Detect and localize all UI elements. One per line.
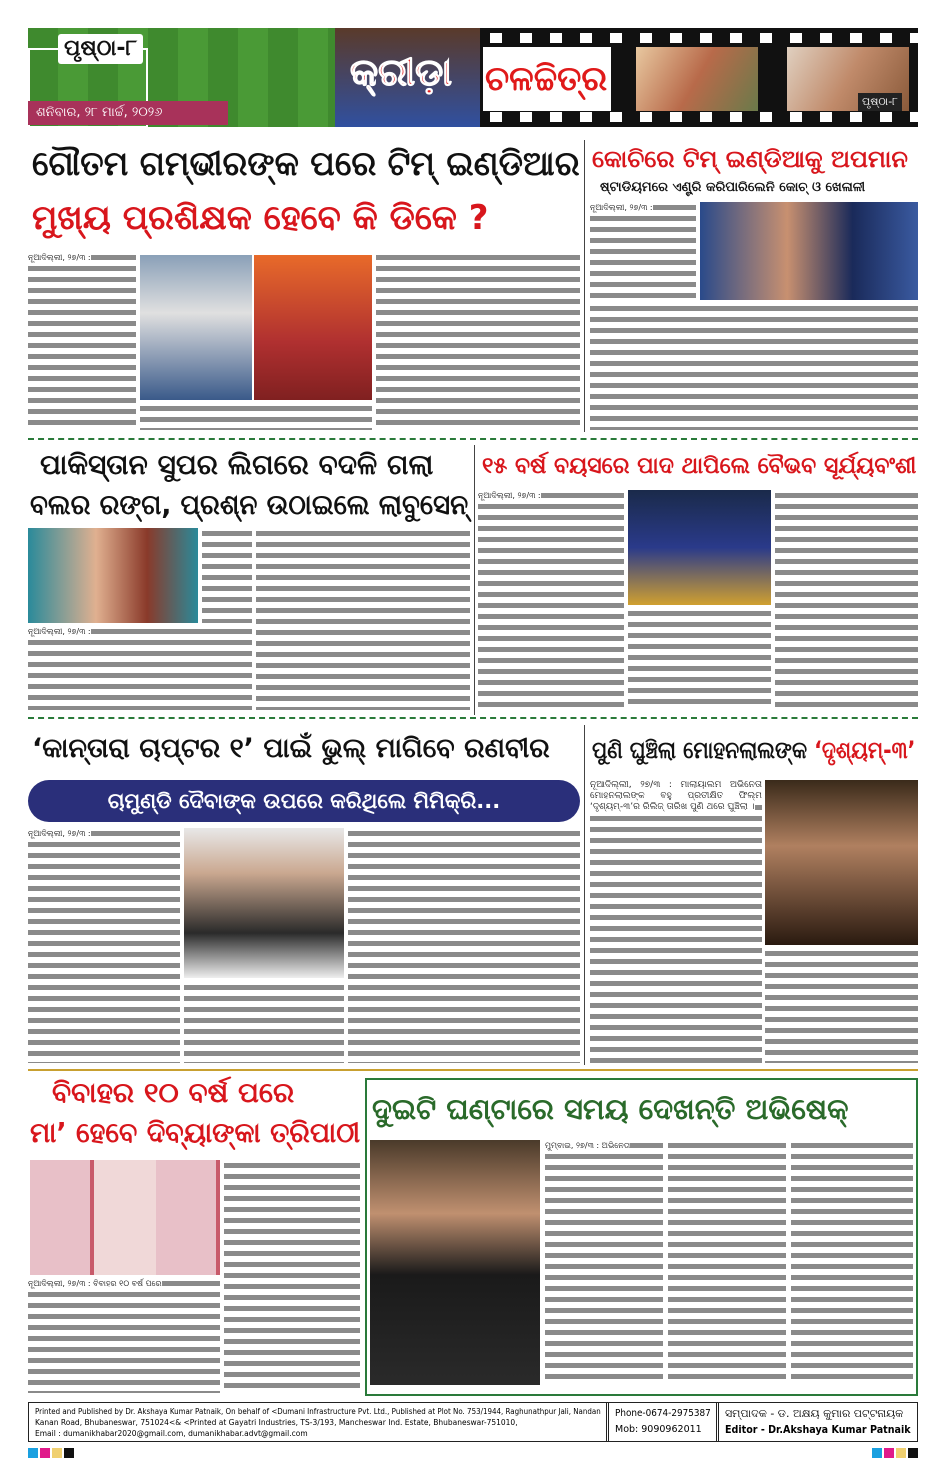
article-2-headline: କୋଚିରେ ଟିମ୍ ଇଣ୍ଡିଆକୁ ଅପମାନ xyxy=(592,145,908,173)
article-3-body xyxy=(256,528,470,710)
color-swatch xyxy=(28,1448,38,1458)
article-6-body: ନୂଆଦିଲ୍ଲୀ, ୨୭/୩ : ମାଲାୟାଲମ ଅଭିନେତା ମୋହନଲାଲଙ୍କ ବହୁ ପ୍ରତୀକ୍ଷିତ ଫିଲ୍ମ ‘ଦୃଶ୍ୟମ୍-୩’ର ରିଲିଜ୍ ତାରିଖ ପୁଣି ଥରେ ଘୁଞ୍ଚିଲା । xyxy=(590,780,762,1063)
article-8-body xyxy=(791,1140,913,1385)
article-8-headline: ଦୁଇଟି ଘଣ୍ଟାରେ ସମୟ ଦେଖନ୍ତି ଅଭିଷେକ୍ xyxy=(372,1092,849,1126)
article-5-headline: ‘କାନ୍ତାରା ଚାପ୍ଟର ୧’ ପାଇଁ ଭୁଲ୍ ମାଗିବେ ରଣବୀର xyxy=(32,733,550,764)
article-5-body: ନୂଆଦିଲ୍ଲୀ, ୨୭/୩ : xyxy=(28,828,180,1063)
article-2-subhead: ଷ୍ଟାଡିୟମରେ ଏଣ୍ଟ୍ରି କରିପାରିଲେନି କୋଚ୍ ଓ ଖେଳାଳୀ xyxy=(600,180,866,195)
article-7-body: ନୂଆଦିଲ୍ଲୀ, ୨୭/୩ : ବିବାହର ୧୦ ବର୍ଷ ପରେ xyxy=(28,1278,220,1393)
page-number-right: ପୃଷ୍ଠା-୮ xyxy=(858,93,902,111)
section-divider xyxy=(28,438,918,440)
article-6-headline-text: ପୁଣି ଘୁଞ୍ଚିଲା ମୋହନଲାଲଙ୍କ xyxy=(592,736,815,764)
article-7-headline: ବିବାହର ୧୦ ବର୍ଷ ପରେ xyxy=(52,1076,295,1109)
article-6-body xyxy=(765,948,918,1063)
article-8-body: ମୁମ୍ବାଇ, ୨୭/୩ : ଅଭିନେତା xyxy=(545,1140,663,1385)
article-7-headline: ମା’ ହେବେ ଦିବ୍ୟାଙ୍କା ତ୍ରିପାଠୀ xyxy=(30,1116,361,1149)
article-5-body xyxy=(184,982,344,1063)
column-rule xyxy=(584,725,585,1065)
color-swatch xyxy=(52,1448,62,1458)
color-swatch xyxy=(872,1448,882,1458)
article-3-body: ନୂଆଦିଲ୍ଲୀ, ୨୭/୩ : xyxy=(28,626,252,710)
vaibhav-photo xyxy=(628,490,771,605)
article-1-headline: ମୁଖ୍ୟ ପ୍ରଶିକ୍ଷକ ହେବେ କି ଡିକେ ? xyxy=(32,198,489,238)
abhishek-photo xyxy=(370,1140,540,1385)
date-label: ଶନିବାର, ୨୮ ମାର୍ଚ୍ଚ, ୨୦୨୬ xyxy=(28,101,228,125)
article-7-body xyxy=(224,1160,360,1393)
section-cinema: ଚଳଚ୍ଚିତ୍ର xyxy=(483,47,611,111)
article-1-body xyxy=(140,403,372,430)
section-divider xyxy=(28,717,918,719)
article-4-headline: ୧୫ ବର୍ଷ ବୟସରେ ପାଦ ଥାପିଲେ ବୈଭବ ସୂର୍ଯ୍ୟବଂଶୀ xyxy=(482,453,917,479)
footer-imprint xyxy=(28,1402,918,1442)
phone-number: Phone-0674-2975387 xyxy=(615,1408,711,1419)
article-6-film-title: ‘ଦୃଶ୍ୟମ୍-୩’ xyxy=(814,736,916,764)
page-number: ପୃଷ୍ଠା-୮ xyxy=(58,34,143,64)
color-swatch xyxy=(908,1448,918,1458)
ranveer-photo xyxy=(184,828,344,978)
color-swatch xyxy=(896,1448,906,1458)
article-2-body: ନୂଆଦିଲ୍ଲୀ, ୨୭/୩ : xyxy=(590,202,696,300)
article-1-headline: ଗୌତମ ଗମ୍ଭୀରଙ୍କ ପରେ ଟିମ୍ ଇଣ୍ଡିଆର xyxy=(32,144,580,184)
article-5-subhead: ଚାମୁଣ୍ଡି ଦୈବାଙ୍କ ଉପରେ କରିଥିଲେ ମିମିକ୍ରି... xyxy=(107,789,501,813)
section-sports: କ୍ରୀଡ଼ା xyxy=(350,50,452,94)
editor-name: Editor - Dr.Akshaya Kumar Patnaik xyxy=(725,1423,911,1436)
divyanka-photo xyxy=(30,1160,220,1275)
section-divider xyxy=(28,1069,918,1071)
column-rule xyxy=(584,140,585,432)
article-6-headline xyxy=(592,728,916,772)
mohanlal-photo xyxy=(765,780,918,945)
color-swatch xyxy=(40,1448,50,1458)
labuschagne-photo xyxy=(28,528,198,623)
article-1-body xyxy=(376,252,580,430)
actress-photo xyxy=(636,47,758,111)
article-4-body xyxy=(775,490,918,710)
article-5-body xyxy=(348,828,580,1063)
editor-odia: ସମ୍ପାଦକ - ଡ. ଅକ୍ଷୟ କୁମାର ପଟ୍ଟନାୟକ xyxy=(725,1407,904,1420)
color-swatch xyxy=(64,1448,74,1458)
color-swatch xyxy=(884,1448,894,1458)
gambhir-photo xyxy=(140,255,252,400)
karthik-photo xyxy=(254,255,372,400)
column-rule xyxy=(474,445,475,715)
imprint-line: Printed and Published by Dr. Akshaya Kumar Patnaik, On behalf of <Dumani Infrastructure Pvt. Ltd., Published at Plot No. 753/1944, Raghunathpur Jali, Nandan xyxy=(35,1407,601,1416)
article-1-body: ନୂଆଦିଲ୍ଲୀ, ୨୭/୩ : xyxy=(28,252,136,430)
article-4-body: ନୂଆଦିଲ୍ଲୀ, ୨୭/୩ : xyxy=(478,490,624,710)
article-2-body xyxy=(590,303,918,430)
article-3-headline: ପାକିସ୍ତାନ ସୁପର ଲିଗରେ ବଦଳି ଗଲା xyxy=(40,448,434,481)
mobile-number: Mob: 9090962011 xyxy=(615,1424,702,1435)
article-4-body xyxy=(628,608,771,710)
article-3-headline: ବଲର ରଙ୍ଗ, ପ୍ରଶ୍ନ ଉଠାଇଲେ ଲାବୁସେନ୍ xyxy=(30,488,469,521)
article-3-body xyxy=(202,528,252,623)
article-8-body xyxy=(668,1140,786,1385)
team-india-photo xyxy=(700,202,918,300)
imprint-email: Email : dumanikhabar2020@gmail.com, dumanikhabar.advt@gmail.com xyxy=(35,1429,308,1438)
imprint-line: Kanan Road, Bhubaneswar, 751024<& <Printed at Gayatri Industries, TS-3/193, Mancheswar Ind. Estate, Bhubaneswar-751010, xyxy=(35,1418,518,1427)
article-5-subhead-pill xyxy=(28,780,580,822)
